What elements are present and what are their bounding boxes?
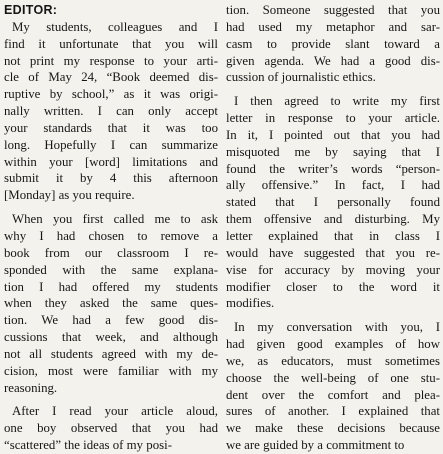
text-line: submit it by 4 this afternoon [4, 171, 218, 186]
text-line: tion. We had a few good dis- [4, 313, 218, 328]
letter-heading: EDITOR: [4, 3, 58, 17]
text-line: sures of another. I explained that [226, 404, 440, 419]
text-line: cussions that week, and although [4, 330, 218, 345]
text-line: cision, most were familiar with my [4, 363, 218, 378]
text-line: given agenda. We had a good dis- [226, 53, 440, 68]
text-line: ruptive by school,” as it was origi- [4, 87, 218, 102]
text-line: we, as educators, must sometimes [226, 353, 440, 368]
text-line: would have suggested that you re- [226, 245, 440, 260]
left-paragraph-2 [4, 211, 218, 396]
text-line: “scattered” the ideas of my posi- [4, 438, 172, 453]
text-line: your standards that it was too [4, 120, 218, 135]
text-line: we make these decisions because [226, 421, 440, 436]
text-line: stated that I personally found [226, 195, 440, 210]
text-line: letter in response to your article. [226, 111, 440, 126]
paragraph-gap [4, 204, 218, 211]
text-line: nally written. I can only accept [4, 104, 218, 119]
text-line: not all students agreed with my de- [4, 346, 218, 361]
text-line: had used my metaphor and sar- [226, 19, 440, 34]
text-line: In it, I pointed out that you had [226, 127, 440, 142]
right-paragraph-3 [226, 319, 440, 454]
text-line: When you first called me to ask [12, 212, 218, 227]
text-line: After I read your article aloud, [12, 404, 218, 419]
text-line: within your [word] limitations and [4, 154, 218, 169]
text-line: misquoted me by saying that I [226, 144, 440, 159]
text-line: when they asked the same ques- [4, 296, 218, 311]
right-paragraph-1 [226, 2, 440, 86]
text-line: had given good examples of how [226, 337, 440, 352]
left-paragraph-3 [4, 403, 218, 454]
paragraph-gap [226, 312, 440, 319]
paragraph-gap [4, 396, 218, 403]
text-line: we are guided by a commitment to [226, 438, 405, 453]
text-line: cle of May 24, “Book deemed dis- [4, 70, 218, 85]
right-paragraph-2 [226, 93, 440, 312]
text-line: one boy observed that you had [4, 421, 218, 436]
text-line: sponded with the same explana- [4, 262, 218, 277]
left-paragraph-1 [4, 19, 218, 204]
text-line: In my conversation with you, I [234, 320, 440, 335]
text-line: My students, colleagues and I [12, 19, 218, 34]
text-line: ally offensive.” In fact, I had [226, 178, 440, 193]
text-line: choose the well-being of one stu- [226, 370, 440, 385]
text-line: modifies. [226, 296, 275, 311]
text-line: letter explained that in class I [226, 228, 440, 243]
text-line: not print my response to your arti- [4, 53, 218, 68]
text-line: them offensive and disturbing. My [226, 212, 440, 227]
text-line: tion. Someone suggested that you [226, 3, 440, 17]
paragraph-gap [226, 86, 440, 93]
text-line: [Monday] as you require. [4, 188, 135, 203]
text-line: book from our classroom I re- [4, 245, 218, 260]
text-line: find it unfortunate that you will [4, 36, 218, 51]
left-column [4, 2, 218, 454]
text-line: vise for accuracy by moving your [226, 262, 440, 277]
text-line: long. Hopefully I can summarize [4, 137, 218, 152]
text-line: I then agreed to write my first [234, 94, 440, 109]
text-line: why I had chosen to remove a [4, 228, 218, 243]
text-line: dent over the comfort and plea- [226, 387, 440, 402]
text-line: casm to provide slant toward a [226, 36, 440, 51]
text-line: found the writer’s words “person- [226, 161, 440, 176]
text-line: reasoning. [4, 380, 58, 395]
text-line: cussion of journalistic ethics. [226, 70, 376, 85]
text-line: tion I had offered my students [4, 279, 218, 294]
text-line: modifier closer to the word it [226, 279, 440, 294]
right-column [226, 2, 440, 454]
